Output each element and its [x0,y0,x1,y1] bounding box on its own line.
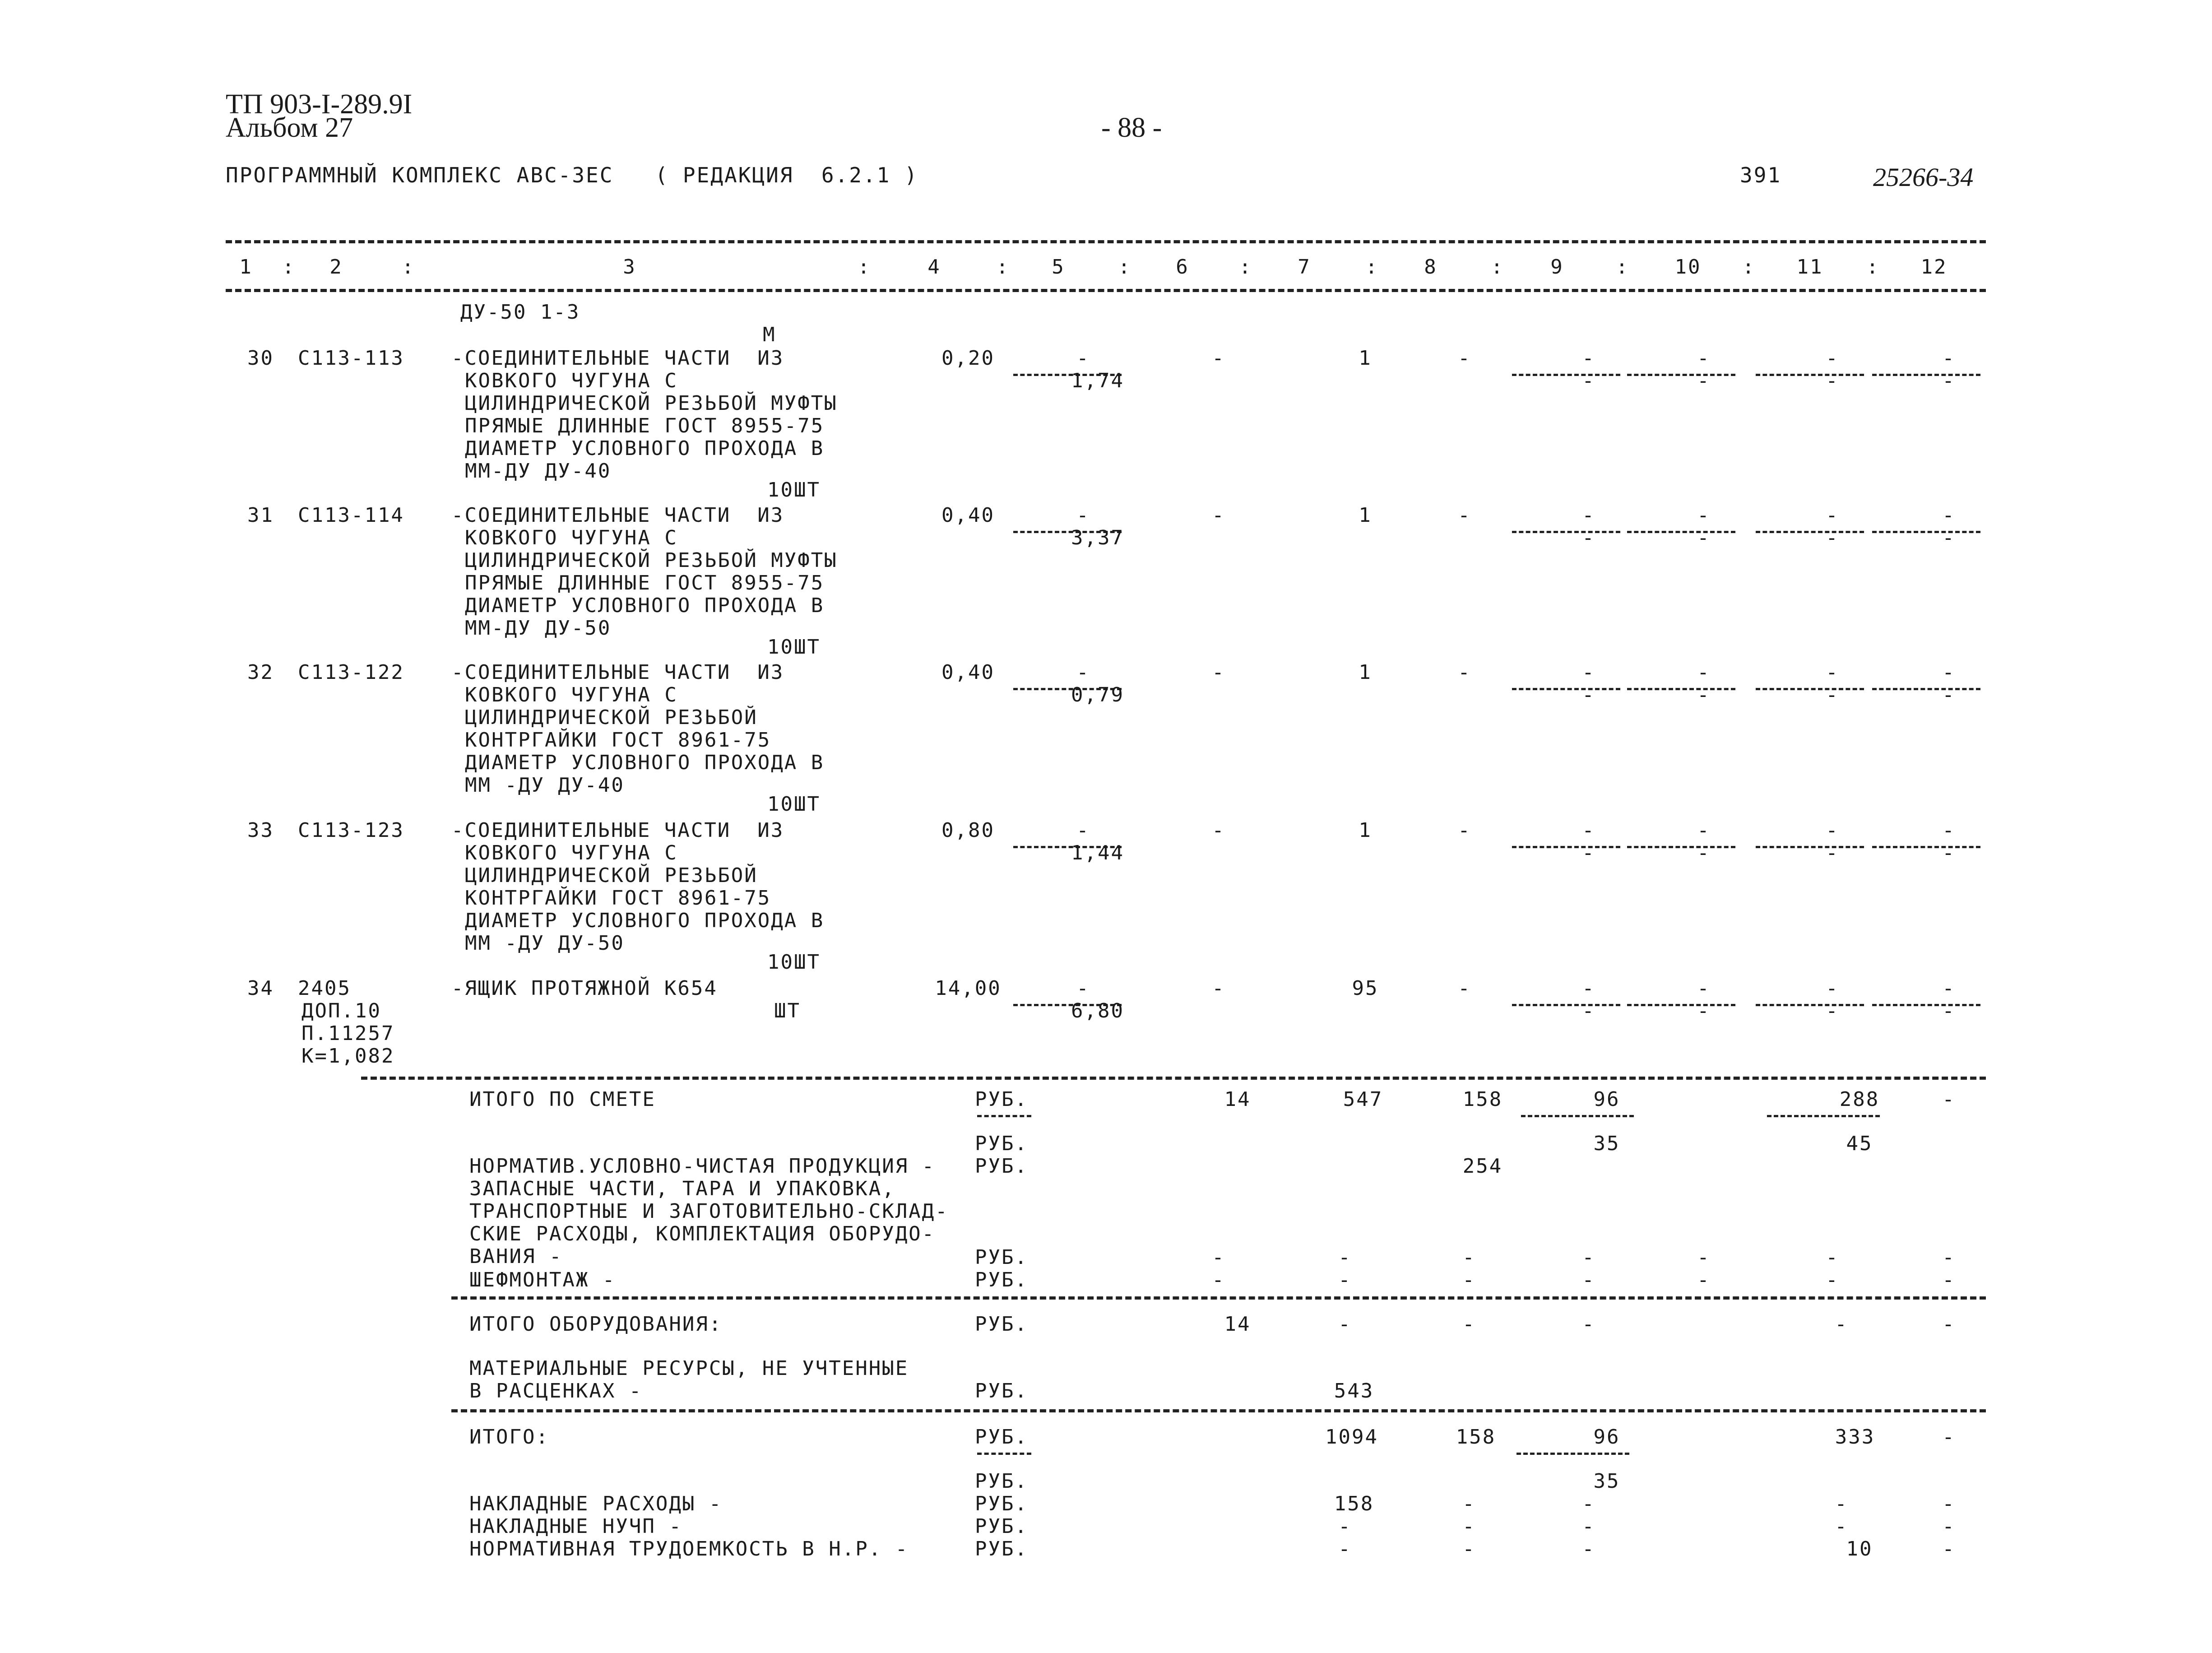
c11-rule [1756,688,1864,690]
item-description: ДИАМЕТР УСЛОВНОГО ПРОХОДА В [465,751,825,774]
equipment-total-label: ИТОГО ОБОРУДОВАНИЯ: [469,1313,723,1336]
c11-rule [1756,846,1864,848]
item-description: ПРЯМЫЕ ДЛИННЫЕ ГОСТ 8955-75 [465,414,825,437]
c10-rule [1627,531,1735,533]
cell-c10-lower: - [1697,369,1711,392]
cell-c10-lower: - [1697,841,1711,864]
cell-col6: - [1212,661,1225,684]
nuchp-label: НАКЛАДНЫЕ НУЧП - [469,1515,682,1538]
item-description: ЦИЛИНДРИЧЕСКОЙ РЕЗЬБОЙ [465,864,758,887]
smeta-c11-lower: 45 [1846,1132,1873,1155]
rule-equipment [451,1296,1986,1300]
column-separator: : [1118,255,1132,279]
item-description: -СОЕДИНИТЕЛЬНЫЕ ЧАСТИ ИЗ [451,347,784,370]
cell-c10-lower: - [1697,526,1711,549]
cell-c10: - [1697,504,1711,527]
item-description: -СОЕДИНИТЕЛЬНЫЕ ЧАСТИ ИЗ [451,661,784,684]
dash-mark: - [1582,1492,1595,1515]
c10-rule [1627,374,1735,376]
cell-col5-lower: 1,74 [1071,369,1124,392]
item-code-extra: К=1,082 [301,1045,395,1068]
item-number: 33 [247,819,274,842]
itogo-unit-underline [977,1453,1031,1455]
cell-col4: 0,80 [941,819,995,842]
dash-mark: - [1338,1537,1352,1560]
rule-items-end [361,1077,1986,1080]
unit-underline [977,1115,1031,1117]
cell-col4: 0,40 [941,661,995,684]
ncp-value: 254 [1462,1155,1503,1178]
cell-col5: - [1076,819,1090,842]
itogo-c9: 96 [1593,1425,1620,1449]
equip-c8: - [1462,1313,1476,1336]
dash-mark: - [1462,1246,1476,1269]
smeta-c12: - [1942,1088,1956,1111]
pre-line: ДУ-50 1-3 [460,301,580,324]
c12-rule [1872,846,1980,848]
dash-mark: - [1942,1268,1956,1291]
itogo-c9-lower: 35 [1593,1470,1620,1493]
overhead-unit: РУБ. [975,1492,1028,1515]
cell-c12: - [1942,819,1956,842]
cell-c11: - [1826,661,1839,684]
itogo-c7: 1094 [1325,1425,1378,1449]
ncp-line: ТРАНСПОРТНЫЕ И ЗАГОТОВИТЕЛЬНО-СКЛАД- [469,1200,949,1223]
smeta-c8: 158 [1462,1088,1503,1111]
dash-mark: - [1942,1492,1956,1515]
itogo-label: ИТОГО: [469,1425,549,1449]
cell-c11: - [1826,347,1839,370]
cell-col7: 1 [1359,819,1372,842]
cell-c12-lower: - [1942,369,1956,392]
item-unit: ШТ [774,999,801,1022]
cell-c11-lower: - [1826,683,1839,706]
equip-c7: - [1338,1313,1352,1336]
item-description: КОВКОГО ЧУГУНА С [465,683,678,706]
doc-number: 25266-34 [1873,163,1974,192]
cell-c12-lower: - [1942,841,1956,864]
column-separator: : [1491,255,1504,279]
column-number-8: 8 [1424,255,1438,279]
item-description: ЦИЛИНДРИЧЕСКОЙ РЕЗЬБОЙ [465,706,758,729]
item-description: КОВКОГО ЧУГУНА С [465,369,678,392]
item-description: ПРЯМЫЕ ДЛИННЫЕ ГОСТ 8955-75 [465,571,825,594]
itogo-c8: 158 [1456,1425,1496,1449]
cell-col8: - [1458,661,1471,684]
cell-col5-lower: 0,79 [1071,683,1124,706]
item-description: ММ-ДУ ДУ-50 [465,617,612,640]
cell-col7: 1 [1359,504,1372,527]
itogo-c11: 333 [1835,1425,1875,1449]
column-separator: : [996,255,1010,279]
c12-rule [1872,374,1980,376]
cell-c9-lower: - [1582,841,1595,864]
rule-itogo [451,1409,1986,1412]
cell-c11: - [1826,504,1839,527]
rule-header-bottom [226,289,1986,292]
dash-mark: - [1582,1246,1595,1269]
dash-mark: - [1942,1246,1956,1269]
cell-c10: - [1697,977,1711,1000]
dash-mark: - [1826,1268,1839,1291]
cell-c11: - [1826,819,1839,842]
column-number-10: 10 [1674,255,1702,279]
nuchp-unit: РУБ. [975,1515,1028,1538]
smeta-c11-rule [1767,1115,1880,1117]
column-number-11: 11 [1796,255,1823,279]
column-number-9: 9 [1550,255,1564,279]
column-number-6: 6 [1176,255,1189,279]
item-code: 2405 [298,977,351,1000]
materials-line-2: В РАСЦЕНКАХ - [469,1379,643,1402]
c9-rule [1512,374,1620,376]
dash-mark: - [1212,1268,1225,1291]
itogo-unit: РУБ. [975,1425,1028,1449]
item-number: 30 [247,347,274,370]
rule-top [226,240,1986,243]
column-separator: : [1866,255,1880,279]
column-number-5: 5 [1052,255,1065,279]
cell-c12: - [1942,977,1956,1000]
equip-c11: - [1835,1313,1848,1336]
item-description: КОНТРГАЙКИ ГОСТ 8961-75 [465,729,771,752]
c10-rule [1627,846,1735,848]
c9-rule [1512,688,1620,690]
cell-c10: - [1697,661,1711,684]
item-description: -ЯЩИК ПРОТЯЖНОЙ К654 [451,977,718,1000]
column-number-12: 12 [1920,255,1948,279]
smeta-total-unit: РУБ. [975,1088,1028,1111]
cell-c12-lower: - [1942,683,1956,706]
cell-c9-lower: - [1582,369,1595,392]
dash-mark: - [1697,1246,1711,1269]
column-number-3: 3 [623,255,636,279]
column-separator: : [1616,255,1629,279]
equip-c12: - [1942,1313,1956,1336]
smeta-c9-lower: 35 [1593,1132,1620,1155]
cell-col4: 0,40 [941,504,995,527]
ncp-line: ЗАПАСНЫЕ ЧАСТИ, ТАРА И УПАКОВКА, [469,1177,895,1200]
equip-c9: - [1582,1313,1595,1336]
cell-col4: 0,20 [941,347,995,370]
item-description: ДИАМЕТР УСЛОВНОГО ПРОХОДА В [465,594,825,617]
cell-c11-lower: - [1826,526,1839,549]
smeta-c11: 288 [1839,1088,1880,1111]
item-description: ММ -ДУ ДУ-50 [465,932,625,955]
c10-rule [1627,688,1735,690]
cell-col5-lower: 3,37 [1071,526,1124,549]
column-separator: : [1742,255,1756,279]
dash-mark: - [1582,1515,1595,1538]
item-unit: 10ШТ [767,793,821,816]
c11-rule [1756,374,1864,376]
item-code: С113-114 [298,504,404,527]
item-description: ММ-ДУ ДУ-40 [465,460,612,483]
column-number-7: 7 [1298,255,1311,279]
cell-col4: 14,00 [935,977,1002,1000]
cell-c12: - [1942,347,1956,370]
cell-col6: - [1212,819,1225,842]
column-separator: : [858,255,871,279]
smeta-total-unit-2: РУБ. [975,1132,1028,1155]
c11-rule [1756,531,1864,533]
dash-mark: - [1462,1492,1476,1515]
cell-col5: - [1076,347,1090,370]
dash-mark: - [1212,1246,1225,1269]
item-description: -СОЕДИНИТЕЛЬНЫЕ ЧАСТИ ИЗ [451,819,784,842]
item-description: КОНТРГАЙКИ ГОСТ 8961-75 [465,887,771,910]
item-description: ЦИЛИНДРИЧЕСКОЙ РЕЗЬБОЙ МУФТЫ [465,549,838,572]
item-description: КОВКОГО ЧУГУНА С [465,526,678,549]
cell-col6: - [1212,977,1225,1000]
cell-col5: - [1076,504,1090,527]
column-separator: : [1239,255,1252,279]
materials-unit: РУБ. [975,1379,1028,1402]
cell-c10: - [1697,819,1711,842]
cell-c10-lower: - [1697,683,1711,706]
item-code: С113-113 [298,347,404,370]
cell-col5-lower: 1,44 [1071,841,1124,864]
cell-c10-lower: - [1697,999,1711,1022]
c12-rule [1872,531,1980,533]
cell-c11: - [1826,977,1839,1000]
column-number-2: 2 [329,255,343,279]
column-separator: : [282,255,296,279]
smeta-total-label: ИТОГО ПО СМЕТЕ [469,1088,656,1111]
cell-col7: 95 [1352,977,1379,1000]
cell-c12-lower: - [1942,526,1956,549]
cell-c9-lower: - [1582,999,1595,1022]
shef-unit: РУБ. [975,1268,1028,1291]
program-title: ПРОГРАММНЫЙ КОМПЛЕКС АВС-3ЕС ( РЕДАКЦИЯ 6.2.1 ) [226,163,918,187]
item-description: -СОЕДИНИТЕЛЬНЫЕ ЧАСТИ ИЗ [451,504,784,527]
equip-c6: 14 [1224,1313,1251,1336]
cell-c12: - [1942,661,1956,684]
c9-rule [1512,1004,1620,1006]
smeta-c9: 96 [1593,1088,1620,1111]
c9-rule [1512,531,1620,533]
item-code: С113-123 [298,819,404,842]
cell-c9-lower: - [1582,526,1595,549]
cell-col8: - [1458,504,1471,527]
cell-c9: - [1582,977,1595,1000]
labor-label: НОРМАТИВНАЯ ТРУДОЕМКОСТЬ В Н.Р. - [469,1537,909,1560]
item-description: ДИАМЕТР УСЛОВНОГО ПРОХОДА В [465,909,825,932]
cell-c9: - [1582,819,1595,842]
cell-col5-lower: 6,80 [1071,999,1124,1022]
ncp-line: СКИЕ РАСХОДЫ, КОМПЛЕКТАЦИЯ ОБОРУДО- [469,1222,936,1245]
item-code-extra: ДОП.10 [301,999,381,1022]
cell-c9-lower: - [1582,683,1595,706]
dash-mark: - [1338,1515,1352,1538]
item-number: 32 [247,661,274,684]
materials-line-1: МАТЕРИАЛЬНЫЕ РЕСУРСЫ, НЕ УЧТЕННЫЕ [469,1357,909,1380]
c9-rule [1512,846,1620,848]
dash-mark: - [1338,1246,1352,1269]
cell-c10: - [1697,347,1711,370]
dash-mark: - [1462,1537,1476,1560]
cell-col8: - [1458,977,1471,1000]
dash-mark: - [1697,1268,1711,1291]
item-unit: 10ШТ [767,951,821,974]
cell-c12-lower: - [1942,999,1956,1022]
cell-col6: - [1212,347,1225,370]
cell-c9: - [1582,504,1595,527]
item-code-extra: П.11257 [301,1022,395,1045]
cell-c11-lower: - [1826,369,1839,392]
itogo-unit-2: РУБ. [975,1470,1028,1493]
dash-mark: - [1582,1268,1595,1291]
itogo-c9-rule [1516,1453,1629,1455]
c10-rule [1627,1004,1735,1006]
pre-unit: М [763,323,776,346]
item-description: КОВКОГО ЧУГУНА С [465,841,678,864]
sheet-number: 391 [1740,163,1782,187]
c12-rule [1872,1004,1980,1006]
cell-c12: - [1942,504,1956,527]
cell-col8: - [1458,819,1471,842]
cell-col7: 1 [1359,347,1372,370]
dash-mark: - [1942,1515,1956,1538]
overhead-value: 158 [1334,1492,1374,1515]
cell-col5: - [1076,661,1090,684]
dash-mark: - [1942,1537,1956,1560]
page-number: - 88 - [1101,112,1162,143]
dash-mark: - [1835,1492,1848,1515]
dash-mark: - [1462,1268,1476,1291]
cell-c9: - [1582,661,1595,684]
cell-col5: - [1076,977,1090,1000]
item-unit: 10ШТ [767,478,821,501]
dash-mark: - [1826,1246,1839,1269]
item-description: ЦИЛИНДРИЧЕСКОЙ РЕЗЬБОЙ МУФТЫ [465,392,838,415]
c11-rule [1756,1004,1864,1006]
item-number: 31 [247,504,274,527]
item-code: С113-122 [298,661,404,684]
cell-c11-lower: - [1826,999,1839,1022]
c12-rule [1872,688,1980,690]
labor-unit: РУБ. [975,1537,1028,1560]
album-label: Альбом 27 [226,112,353,143]
spares-unit: РУБ. [975,1246,1028,1269]
cell-col8: - [1458,347,1471,370]
column-number-4: 4 [927,255,941,279]
cell-col6: - [1212,504,1225,527]
item-description: ДИАМЕТР УСЛОВНОГО ПРОХОДА В [465,437,825,460]
dash-mark: - [1462,1515,1476,1538]
dash-mark: - [1835,1515,1848,1538]
cell-col7: 1 [1359,661,1372,684]
smeta-c9-rule [1521,1115,1634,1117]
shef-label: ШЕФМОНТАЖ - [469,1268,616,1291]
dash-mark: - [1582,1537,1595,1560]
ncp-line: ВАНИЯ - [469,1245,563,1268]
equipment-total-unit: РУБ. [975,1313,1028,1336]
item-unit: 10ШТ [767,636,821,659]
cell-c11-lower: - [1826,841,1839,864]
column-separator: : [402,255,415,279]
dash-mark: - [1338,1268,1352,1291]
materials-value: 543 [1334,1379,1374,1402]
item-number: 34 [247,977,274,1000]
itogo-c12: - [1942,1425,1956,1449]
overhead-label: НАКЛАДНЫЕ РАСХОДЫ - [469,1492,723,1515]
ncp-unit: РУБ. [975,1155,1028,1178]
ncp-line: НОРМАТИВ.УСЛОВНО-ЧИСТАЯ ПРОДУКЦИЯ - [469,1155,936,1178]
labor-value: 10 [1846,1537,1873,1560]
column-separator: : [1365,255,1379,279]
column-number-1: 1 [239,255,253,279]
cell-c9: - [1582,347,1595,370]
doc-code: ТП 903-I-289.9I [226,89,413,120]
item-description: ММ -ДУ ДУ-40 [465,774,625,797]
smeta-c6: 14 [1224,1088,1251,1111]
smeta-c7: 547 [1343,1088,1383,1111]
